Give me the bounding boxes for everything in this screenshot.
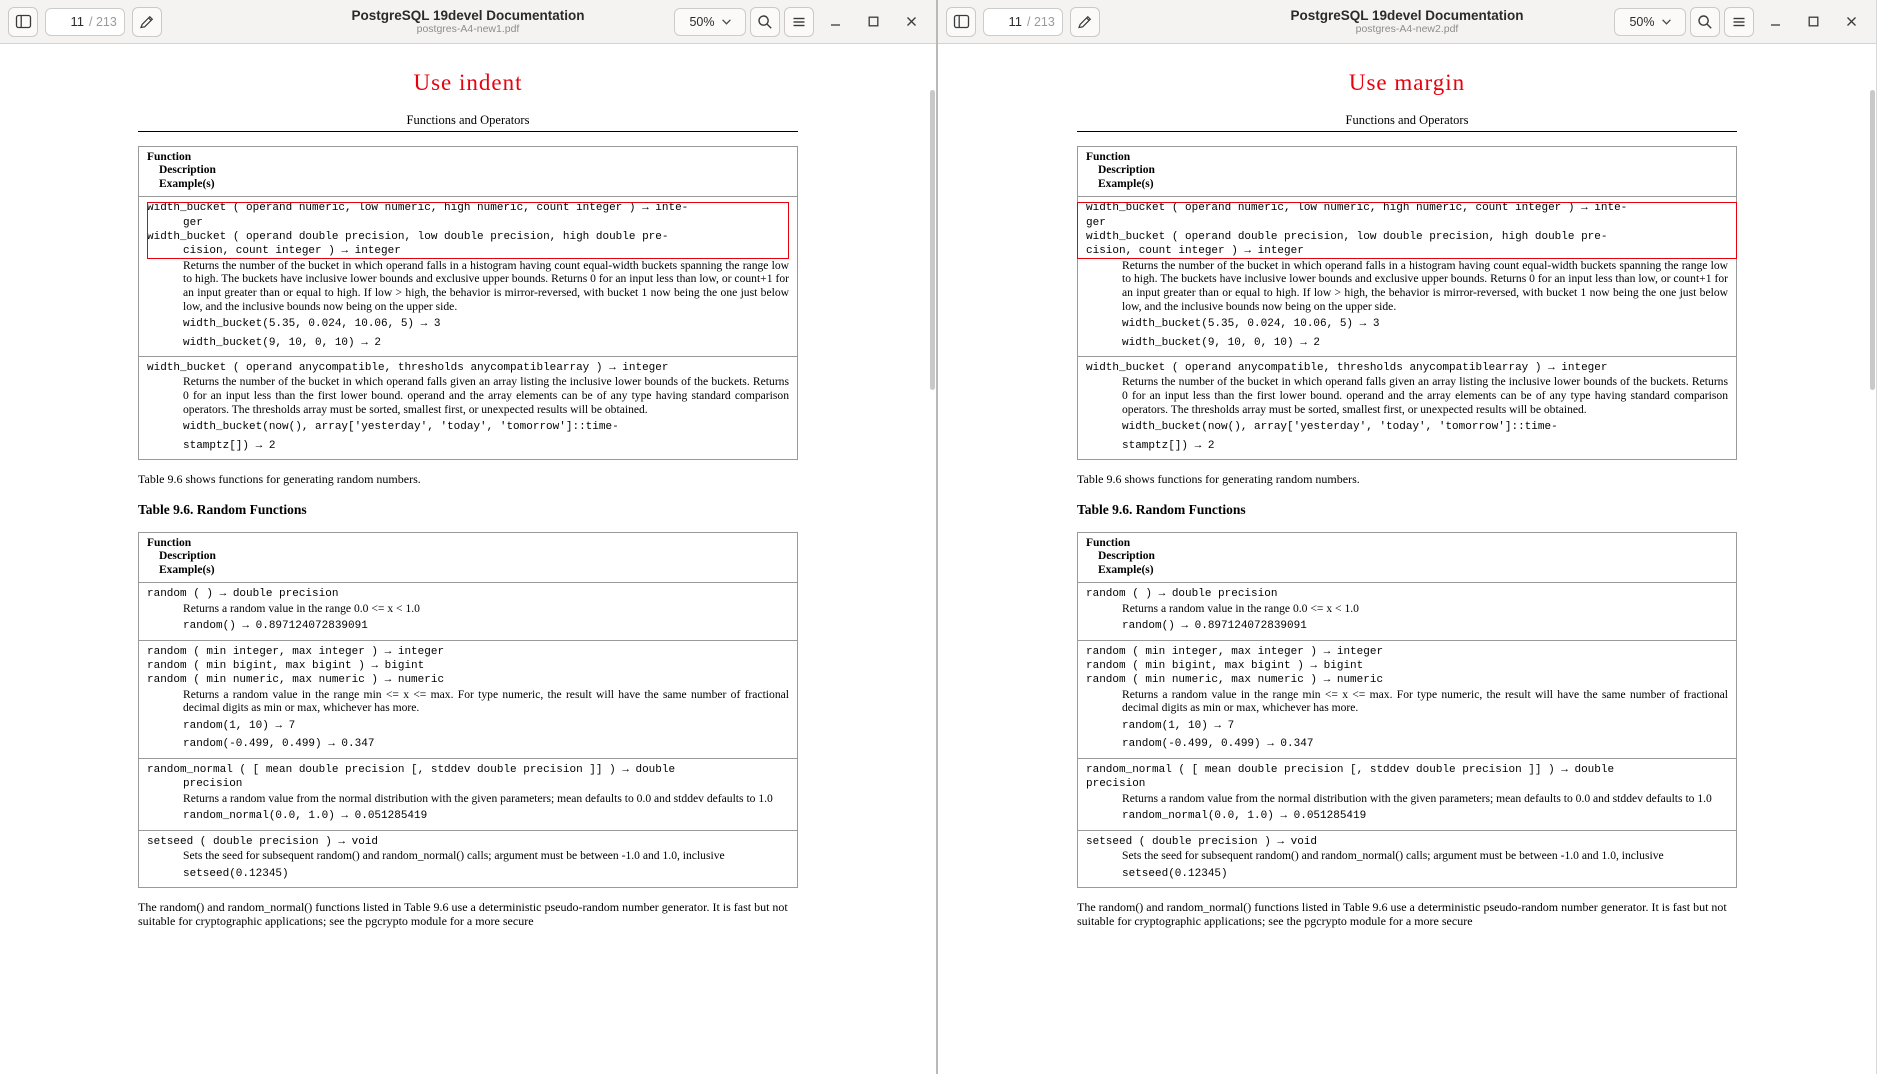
col-function-left: Function bbox=[147, 151, 192, 163]
row-example: stamptz[]) → 2 bbox=[1122, 439, 1215, 452]
pdf-page-right bbox=[1077, 44, 1737, 1074]
running-head-left: Functions and Operators bbox=[406, 113, 530, 127]
annotation-banner-right: Use margin bbox=[1348, 70, 1466, 95]
menu-button-left[interactable] bbox=[784, 7, 814, 37]
functions-table-right bbox=[1077, 146, 1737, 460]
table-header-left-2 bbox=[139, 533, 797, 582]
signature-line: random_normal ( [ mean double precision [, stddev double precision ]] ) → double bbox=[147, 763, 676, 776]
row-example: random_normal(0.0, 1.0) → 0.051285419 bbox=[1122, 810, 1367, 823]
row-example: width_bucket(5.35, 0.024, 10.06, 5) → 3 bbox=[1122, 318, 1380, 331]
signature-line: setseed ( double precision ) → void bbox=[147, 835, 379, 848]
row-description: Returns a random value in the range 0.0 <= x < 1.0 bbox=[1122, 601, 1359, 615]
signature-line: random ( min bigint, max bigint ) → bigint bbox=[1086, 660, 1364, 673]
col-function-right: Function bbox=[1086, 151, 1131, 163]
intro-paragraph-left: Table 9.6 shows functions for generating random numbers. bbox=[138, 472, 421, 487]
signature-line: ger bbox=[1086, 216, 1106, 229]
table-caption-left: Table 9.6. Random Functions bbox=[138, 502, 307, 518]
page-total-right: / 213 bbox=[1027, 14, 1055, 29]
signature-line: random ( min numeric, max numeric ) → numeric bbox=[1086, 674, 1384, 687]
titlebar-left-controls bbox=[8, 7, 162, 37]
signature-line: width_bucket ( operand double precision, low double precision, high double pre- bbox=[1086, 231, 1608, 244]
table-row bbox=[139, 582, 797, 639]
page-number-field-right[interactable] bbox=[983, 8, 1063, 36]
table-header-left bbox=[139, 147, 797, 196]
col-examples-right: Example(s) bbox=[1098, 177, 1154, 190]
titlebar-right-controls-left bbox=[674, 7, 928, 37]
col-examples-left: Example(s) bbox=[159, 177, 215, 190]
row-example: width_bucket(9, 10, 0, 10) → 2 bbox=[1122, 336, 1321, 349]
sidebar-toggle-button-left[interactable] bbox=[8, 7, 38, 37]
footer-paragraph-left: The random() and random_normal() functions listed in Table 9.6 use a deterministic pseudo-random number generator. It is fast but not suitable for cryptographic applications; see the pgcrypto module for a more secure bbox=[138, 900, 788, 929]
row-example: width_bucket(5.35, 0.024, 10.06, 5) → 3 bbox=[183, 318, 441, 331]
random-functions-table-left bbox=[138, 532, 798, 888]
row-example: random(-0.499, 0.499) → 0.347 bbox=[183, 738, 375, 751]
row-description: Returns a random value in the range min <= x <= max. For type numeric, the result will have the same number of fractional decimal digits as min or max, whichever has more. bbox=[183, 687, 789, 715]
maximize-button-left[interactable] bbox=[856, 7, 890, 37]
chevron-down-icon bbox=[1662, 19, 1671, 25]
maximize-button-right[interactable] bbox=[1796, 7, 1830, 37]
row-description: Sets the seed for subsequent random() and random_normal() calls; argument must be between -1.0 and 1.0, inclusive bbox=[1122, 849, 1664, 863]
document-viewport-left[interactable] bbox=[0, 44, 936, 1074]
titlebar-right bbox=[938, 0, 1876, 44]
row-description: Returns the number of the bucket in which operand falls given an array listing the inclusive lower bounds of the buckets. Returns 0 for an input less than the first lower bound. operand and the array elements can be of any type having standard comparison operators. The thresholds array must be sorted, smallest first, or unexpected results will be obtained. bbox=[183, 375, 789, 416]
annotation-banner-left: Use indent bbox=[413, 70, 523, 95]
page-number-field-left[interactable] bbox=[45, 8, 125, 36]
signature-line: precision bbox=[183, 778, 243, 791]
highlight-box-left bbox=[147, 202, 789, 259]
functions-table-left bbox=[138, 146, 798, 460]
col-function: Function bbox=[147, 537, 192, 550]
col-description-right: Description bbox=[1098, 164, 1155, 177]
close-button-left[interactable] bbox=[894, 7, 928, 37]
close-button-right[interactable] bbox=[1834, 7, 1868, 37]
signature-line: width_bucket ( operand anycompatible, thresholds anycompatiblearray ) → integer bbox=[147, 362, 669, 375]
window-subtitle-left: postgres-A4-new1.pdf bbox=[416, 22, 520, 35]
signature-line: random ( min bigint, max bigint ) → bigint bbox=[147, 660, 425, 673]
page-total-left: / 213 bbox=[89, 14, 117, 29]
vertical-scrollbar-left[interactable] bbox=[930, 90, 935, 1070]
highlight-box-right bbox=[1077, 202, 1737, 259]
scrollbar-thumb-left[interactable] bbox=[930, 90, 935, 390]
header-rule-right bbox=[1077, 131, 1737, 132]
signature-line: random ( ) → double precision bbox=[147, 588, 339, 601]
search-button-right[interactable] bbox=[1690, 7, 1720, 37]
row-example: width_bucket(now(), array['yesterday', 'today', 'tomorrow']::time- bbox=[1122, 421, 1558, 434]
scrollbar-thumb-right[interactable] bbox=[1870, 90, 1875, 390]
page-current-left[interactable]: 11 bbox=[70, 14, 84, 29]
search-button-left[interactable] bbox=[750, 7, 780, 37]
row-example: random(1, 10) → 7 bbox=[1122, 720, 1235, 733]
col-function: Function bbox=[1086, 537, 1131, 550]
table-header-right-2 bbox=[1078, 533, 1736, 582]
minimize-button-left[interactable] bbox=[818, 7, 852, 37]
row-example: setseed(0.12345) bbox=[183, 867, 289, 880]
table-row bbox=[1078, 830, 1736, 887]
row-description: Returns a random value from the normal distribution with the given parameters; mean defaults to 0.0 and stddev defaults to 1.0 bbox=[183, 791, 773, 805]
zoom-select-left[interactable] bbox=[674, 8, 746, 36]
row-description: Sets the seed for subsequent random() and random_normal() calls; argument must be between -1.0 and 1.0, inclusive bbox=[183, 849, 725, 863]
document-viewport-right[interactable] bbox=[938, 44, 1876, 1074]
row-example: random(-0.499, 0.499) → 0.347 bbox=[1122, 738, 1314, 751]
signature-line: cision, count integer ) → integer bbox=[1086, 245, 1304, 258]
window-title-right: PostgreSQL 19devel Documentation bbox=[1290, 7, 1524, 23]
row-example: width_bucket(9, 10, 0, 10) → 2 bbox=[183, 336, 382, 349]
signature-line: cision, count integer ) → integer bbox=[183, 245, 401, 258]
annotate-button-left[interactable] bbox=[132, 7, 162, 37]
table-row bbox=[1078, 196, 1736, 356]
signature-line: random ( min integer, max integer ) → integer bbox=[1086, 645, 1384, 658]
row-example: random(1, 10) → 7 bbox=[183, 720, 296, 733]
table-row bbox=[139, 758, 797, 830]
col-description: Description bbox=[159, 550, 216, 563]
row-example: random() → 0.897124072839091 bbox=[183, 620, 368, 633]
pdf-window-left bbox=[0, 0, 938, 1074]
header-rule-left bbox=[138, 131, 798, 132]
row-description: Returns the number of the bucket in which operand falls in a histogram having count equal-width buckets spanning the range low to high. The buckets have inclusive lower bounds and exclusive upper bounds. Returns 0 for an input less than low, or count+1 for an input greater than or equal to high. If low > high, the behavior is mirror-reversed, with bucket 1 now being the one just below low, and the inclusive bounds now being on the upper side. bbox=[183, 258, 789, 313]
zoom-level-label-right: 50% bbox=[1629, 14, 1655, 29]
annotate-button-right[interactable] bbox=[1070, 7, 1100, 37]
window-title-left: PostgreSQL 19devel Documentation bbox=[351, 7, 585, 23]
signature-line: random ( min integer, max integer ) → integer bbox=[147, 645, 445, 658]
row-example: random() → 0.897124072839091 bbox=[1122, 620, 1307, 633]
chevron-down-icon bbox=[722, 19, 731, 25]
row-description: Returns a random value in the range 0.0 <= x < 1.0 bbox=[183, 601, 420, 615]
col-examples: Example(s) bbox=[159, 563, 215, 576]
col-description: Description bbox=[1098, 550, 1155, 563]
col-examples: Example(s) bbox=[1098, 563, 1154, 576]
row-description: Returns a random value in the range min <= x <= max. For type numeric, the result will have the same number of fractional decimal digits as min or max, whichever has more. bbox=[1122, 687, 1728, 715]
footer-paragraph-right: The random() and random_normal() functions listed in Table 9.6 use a deterministic pseudo-random number generator. It is fast but not suitable for cryptographic applications; see the pgcrypto module for a more secure bbox=[1077, 900, 1727, 929]
row-description: Returns the number of the bucket in which operand falls given an array listing the inclusive lower bounds of the buckets. Returns 0 for an input less than the first lower bound. operand and the array elements can be of any type having standard comparison operators. The thresholds array must be sorted, smallest first, or unexpected results will be obtained. bbox=[1122, 375, 1728, 416]
row-example: random_normal(0.0, 1.0) → 0.051285419 bbox=[183, 810, 428, 823]
table-row bbox=[139, 640, 797, 758]
signature-line: random_normal ( [ mean double precision [, stddev double precision ]] ) → double bbox=[1086, 763, 1615, 776]
col-description-left: Description bbox=[159, 164, 216, 177]
zoom-level-label-left: 50% bbox=[689, 14, 715, 29]
signature-line: ger bbox=[183, 216, 203, 229]
row-description: Returns the number of the bucket in which operand falls in a histogram having count equal-width buckets spanning the range low to high. The buckets have inclusive lower bounds and exclusive upper bounds. Returns 0 for an input less than low, or count+1 for an input greater than or equal to high. If low > high, the behavior is mirror-reversed, with bucket 1 now being the one just below low, and the inclusive bounds now being on the upper side. bbox=[1122, 258, 1728, 313]
table-row bbox=[139, 830, 797, 887]
signature-line: width_bucket ( operand anycompatible, thresholds anycompatiblearray ) → integer bbox=[1086, 362, 1608, 375]
table-row bbox=[139, 356, 797, 459]
signature-line: random ( min numeric, max numeric ) → numeric bbox=[147, 674, 445, 687]
signature-line: setseed ( double precision ) → void bbox=[1086, 835, 1318, 848]
signature-line: width_bucket ( operand numeric, low numeric, high numeric, count integer ) → inte- bbox=[1086, 202, 1628, 215]
menu-button-right[interactable] bbox=[1724, 7, 1754, 37]
row-example: width_bucket(now(), array['yesterday', 'today', 'tomorrow']::time- bbox=[183, 421, 619, 434]
random-functions-table-right bbox=[1077, 532, 1737, 888]
titlebar-left-controls-right bbox=[946, 7, 1100, 37]
table-row bbox=[1078, 758, 1736, 830]
table-row bbox=[1078, 640, 1736, 758]
signature-line: random ( ) → double precision bbox=[1086, 588, 1278, 601]
signature-line: precision bbox=[1086, 778, 1146, 791]
table-row bbox=[1078, 356, 1736, 459]
sidebar-toggle-button-right[interactable] bbox=[946, 7, 976, 37]
pdf-window-right bbox=[938, 0, 1876, 1074]
table-row bbox=[1078, 582, 1736, 639]
intro-paragraph-right: Table 9.6 shows functions for generating random numbers. bbox=[1077, 472, 1360, 487]
pdf-page-left bbox=[138, 44, 798, 1074]
row-example: setseed(0.12345) bbox=[1122, 867, 1228, 880]
row-description: Returns a random value from the normal distribution with the given parameters; mean defaults to 0.0 and stddev defaults to 1.0 bbox=[1122, 791, 1712, 805]
vertical-scrollbar-right[interactable] bbox=[1870, 90, 1875, 1070]
table-caption-right: Table 9.6. Random Functions bbox=[1077, 502, 1246, 518]
table-header-right bbox=[1078, 147, 1736, 196]
window-subtitle-right: postgres-A4-new2.pdf bbox=[1355, 22, 1459, 35]
zoom-select-right[interactable] bbox=[1614, 8, 1686, 36]
titlebar-left bbox=[0, 0, 936, 44]
minimize-button-right[interactable] bbox=[1758, 7, 1792, 37]
row-example: stamptz[]) → 2 bbox=[183, 439, 276, 452]
running-head-right: Functions and Operators bbox=[1345, 113, 1469, 127]
titlebar-right-controls-right bbox=[1614, 7, 1868, 37]
table-row bbox=[139, 196, 797, 356]
signature-line: width_bucket ( operand numeric, low numeric, high numeric, count integer ) → inte- bbox=[147, 202, 689, 215]
signature-line: width_bucket ( operand double precision, low double precision, high double pre- bbox=[147, 231, 669, 244]
page-current-right[interactable]: 11 bbox=[1008, 14, 1022, 29]
